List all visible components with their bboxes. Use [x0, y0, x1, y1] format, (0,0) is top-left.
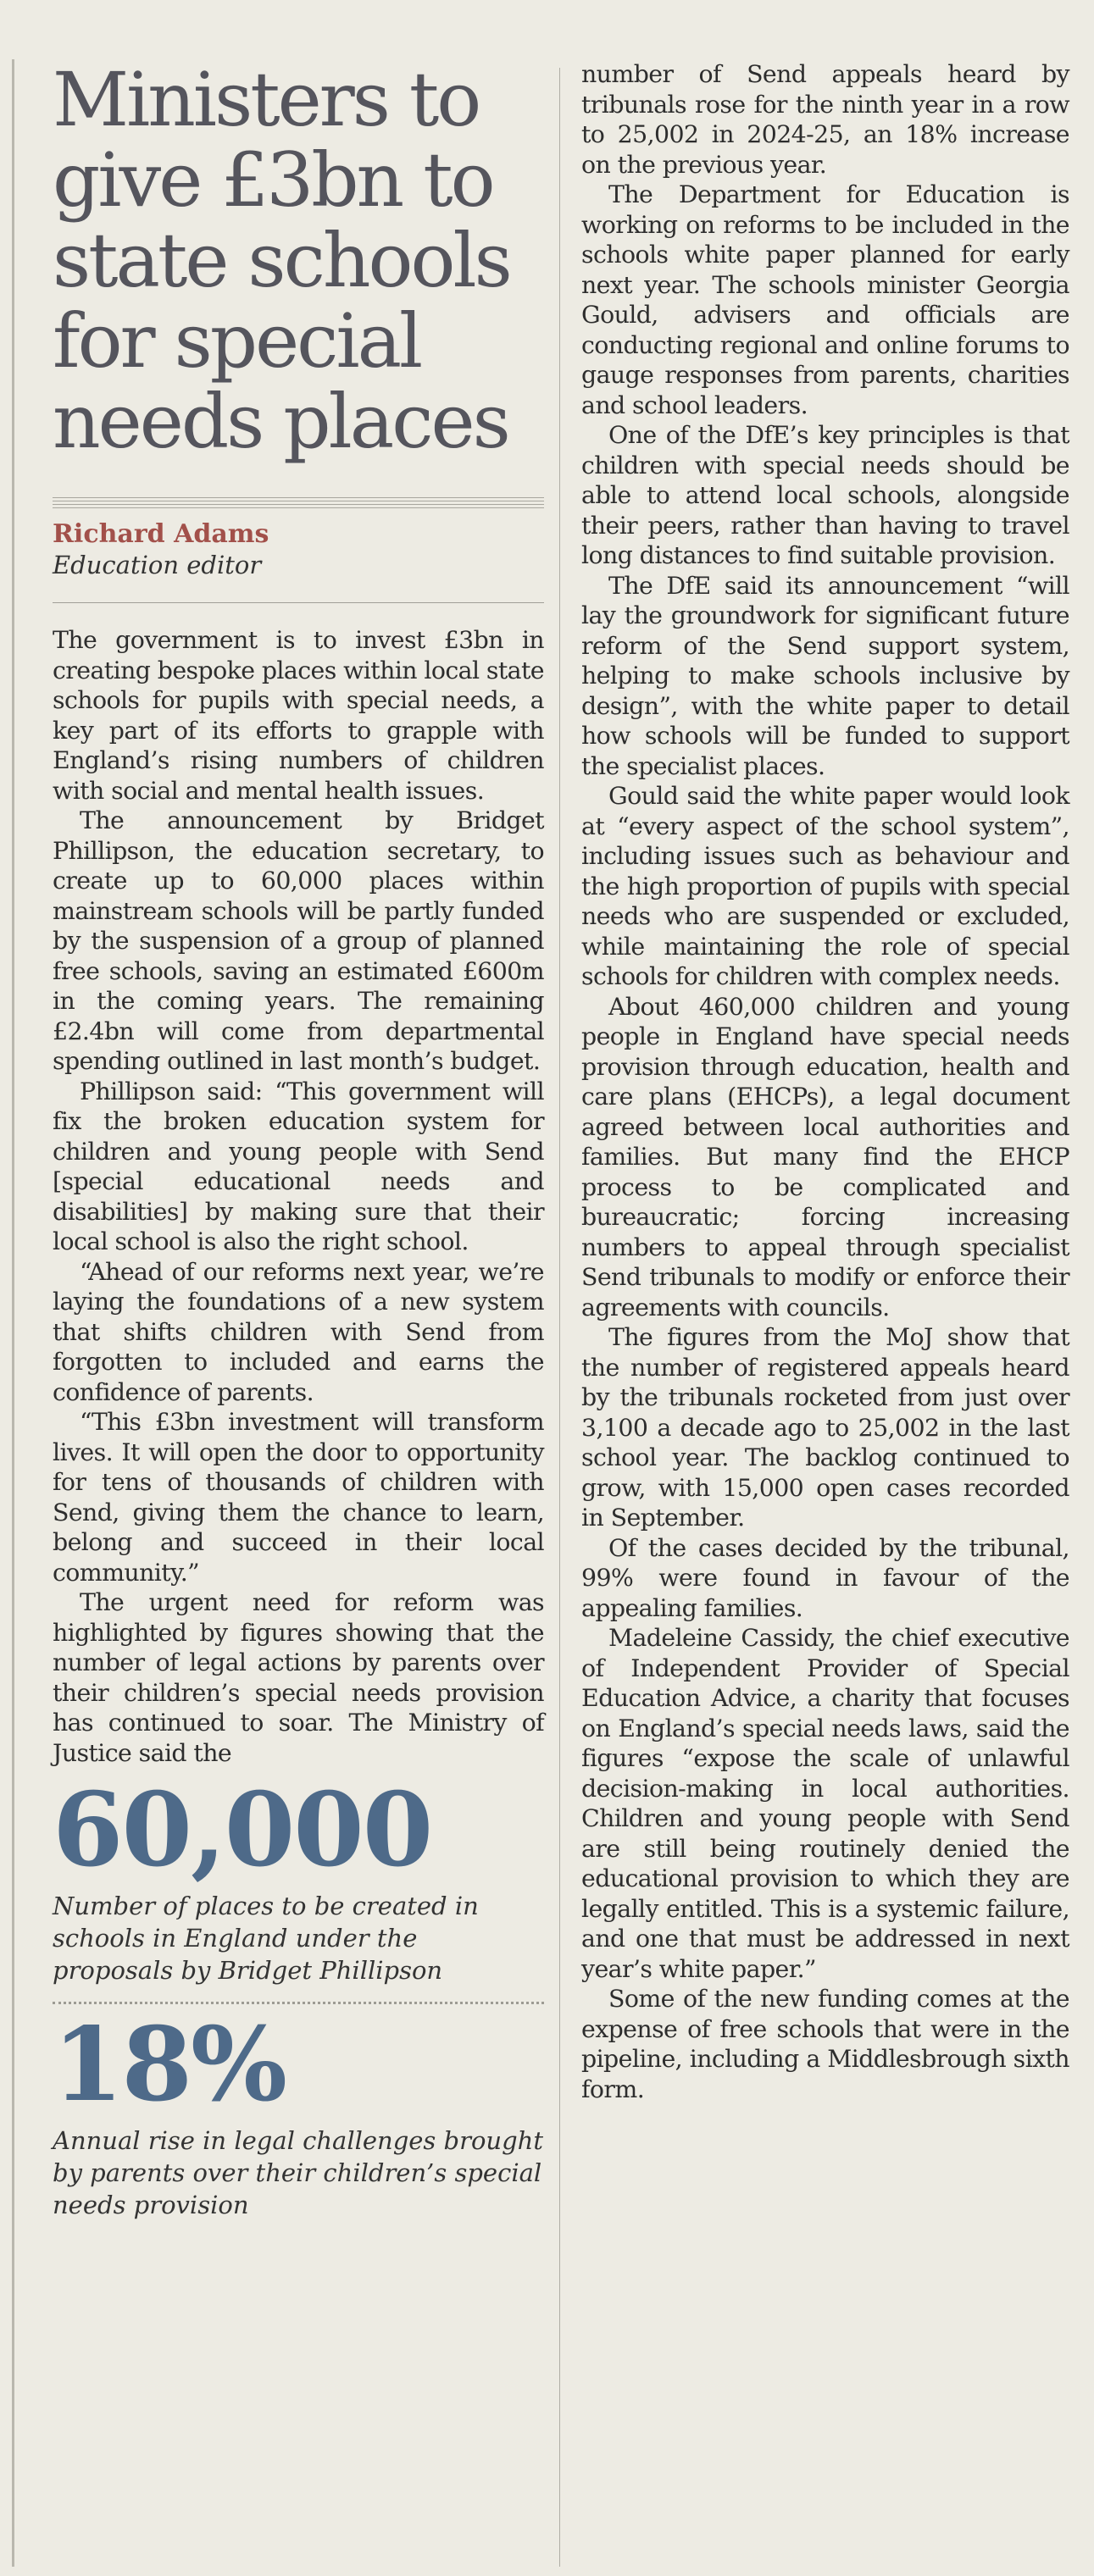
page-edge-rule: [12, 59, 14, 2567]
right-column: [581, 59, 1069, 2104]
paragraph: The announcement by Bridget Phillipson, the education secretary, to create up to 60,000 places within mainstream schools will be partly funded by the suspension of a group of planned free schools, saving an estimated £600m in the coming years. The remaining £2.4bn will come from departmental spending outlined in last month’s budget.: [53, 806, 544, 1075]
dotted-divider: [53, 2002, 544, 2004]
paragraph: number of Send appeals heard by tribunals rose for the ninth year in a row to 25,002 in 2024-25, an 18% increase on the previous year.: [581, 60, 1069, 179]
paragraph: Gould said the white paper would look at “every aspect of the school system”, including issues such as behaviour and the high proportion of pupils with special needs who are suspended or excluded, while maintaining the role of special schools for children with complex needs.: [581, 782, 1069, 990]
paragraph: Some of the new funding comes at the expense of free schools that were in the pipeline, including a Middlesbrough sixth form.: [581, 1985, 1069, 2103]
headline: Ministers to give £3bn to state schools for special needs places: [53, 56, 510, 465]
author-role: Education editor: [53, 551, 262, 579]
stat-caption-rise: Annual rise in legal challenges brought by parents over their children’s special needs provision: [53, 2126, 543, 2219]
divider: [53, 602, 544, 603]
paragraph: The figures from the MoJ show that the number of registered appeals heard by the tribunals rocketed from just over 3,100 a decade ago to 25,002 in the last school year. The backlog continued to grow, with 15,000 open cases recorded in September.: [581, 1323, 1069, 1532]
article-body-right: [581, 59, 1069, 2104]
stat-value-places: 60,000: [53, 1770, 432, 1890]
paragraph: One of the DfE’s key principles is that children with special needs should be able to attend local schools, alongside their peers, rather than having to travel long distances to find suitable provision.: [581, 421, 1069, 569]
paragraph: The DfE said its announcement “will lay the groundwork for significant future reform of the Send support system, helping to make schools inclusive by design”, with the white paper to detail how schools will be funded to support the specialist places.: [581, 571, 1069, 780]
column-divider: [559, 68, 560, 2567]
paragraph: The urgent need for reform was highlighted by figures showing that the number of legal actions by parents over their children’s special needs provision has continued to soar. The Ministry of Justice said the: [53, 1588, 544, 1767]
paragraph: Madeleine Cassidy, the chief executive of Independent Provider of Special Education Advice, a charity that focuses on England’s special needs laws, said the figures “expose the scale of unlawful decision-making in local authorities. Children and young people with Send are still being routinely denied the educational provision to which they are legally entitled. This is a systemic failure, and one that must be addressed in next year’s white paper.”: [581, 1624, 1069, 1983]
paragraph: “Ahead of our reforms next year, we’re laying the foundations of a new system that shifts children with Send from forgotten to included and earns the confidence of parents.: [53, 1257, 544, 1406]
stat-caption-places: Number of places to be created in schools in England under the proposals by Bridget Phillipson: [53, 1892, 479, 1985]
author-name: Richard Adams: [53, 519, 269, 549]
paragraph: Of the cases decided by the tribunal, 99% were found in favour of the appealing families.: [581, 1533, 1069, 1622]
paragraph: About 460,000 children and young people in England have special needs provision through education, health and care plans (EHCPs), a legal document agreed between local authorities and families. But many find the EHCP process to be complicated and bureaucratic; forcing increasing numbers to appeal through specialist Send tribunals to modify or enforce their agreements with councils.: [581, 992, 1069, 1321]
byline-rule: [53, 497, 544, 511]
left-column: [53, 56, 544, 2221]
article-body-left: [53, 625, 544, 1768]
paragraph: The Department for Education is working on reforms to be included in the schools white paper planned for early next year. The schools minister Georgia Gould, advisers and officials are conducting regional and online forums to gauge responses from parents, charities and school leaders.: [581, 180, 1069, 419]
stat-value-rise: 18%: [53, 2005, 286, 2125]
paragraph: The government is to invest £3bn in creating bespoke places within local state schools for pupils with special needs, a key part of its efforts to grapple with England’s rising numbers of children with social and mental health issues.: [53, 626, 544, 805]
paragraph: “This £3bn investment will transform lives. It will open the door to opportunity for tens of thousands of children with Send, giving them the chance to learn, belong and succeed in their local community.”: [53, 1408, 544, 1587]
paragraph: Phillipson said: “This government will fix the broken education system for children and young people with Send [special educational needs and disabilities] by making sure that their local school is also the right school.: [53, 1077, 544, 1255]
